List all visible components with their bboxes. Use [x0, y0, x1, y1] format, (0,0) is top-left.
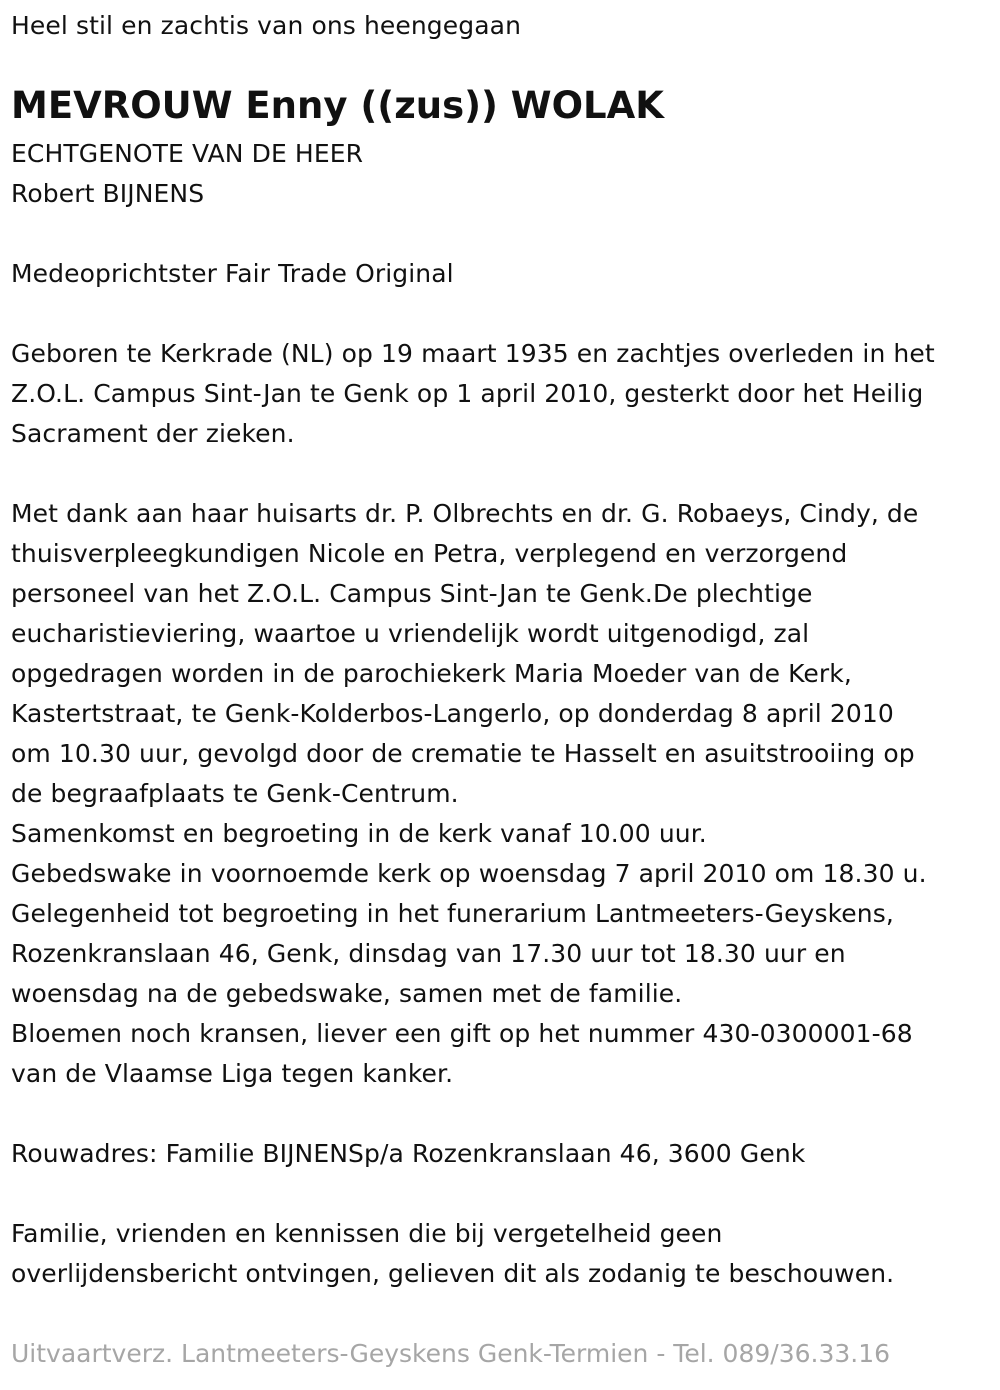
text-line: Sacrament der zieken. — [11, 419, 295, 448]
spouse-block — [11, 134, 363, 214]
address-block — [11, 1134, 805, 1174]
text-line: om 10.30 uur, gevolgd door de crematie te Hasselt en asuitstrooiing op — [11, 739, 915, 768]
details-block — [11, 494, 927, 1094]
text-line: Bloemen noch kransen, liever een gift op het nummer 430-0300001-68 — [11, 1019, 913, 1048]
text-line: Gebedswake in voornoemde kerk op woensdag 7 april 2010 om 18.30 u. — [11, 859, 927, 888]
role-line: Medeoprichtster Fair Trade Original — [11, 259, 454, 288]
text-line: thuisverpleegkundigen Nicole en Petra, verplegend en verzorgend — [11, 539, 848, 568]
text-line: personeel van het Z.O.L. Campus Sint-Jan te Genk.De plechtige — [11, 579, 813, 608]
role-block — [11, 254, 454, 294]
text-line: Z.O.L. Campus Sint-Jan te Genk op 1 april 2010, gesterkt door het Heilig — [11, 379, 924, 408]
text-line: eucharistieviering, waartoe u vriendelijk wordt uitgenodigd, zal — [11, 619, 810, 648]
text-line: van de Vlaamse Liga tegen kanker. — [11, 1059, 454, 1088]
text-line: Met dank aan haar huisarts dr. P. Olbrechts en dr. G. Robaeys, Cindy, de — [11, 499, 919, 528]
deceased-name: MEVROUW Enny ((zus)) WOLAK — [11, 84, 664, 127]
closing-block — [11, 1214, 894, 1294]
text-line: Kastertstraat, te Genk-Kolderbos-Langerlo, op donderdag 8 april 2010 — [11, 699, 894, 728]
funeral-home-footer: Uitvaartverz. Lantmeeters-Geyskens Genk-Termien - Tel. 089/36.33.16 — [11, 1339, 891, 1368]
text-line: de begraafplaats te Genk-Centrum. — [11, 779, 459, 808]
text-line: Samenkomst en begroeting in de kerk vanaf 10.00 uur. — [11, 819, 707, 848]
text-line: opgedragen worden in de parochiekerk Maria Moeder van de Kerk, — [11, 659, 852, 688]
opening-line: Heel stil en zachtis van ons heengegaan — [11, 11, 522, 40]
text-line: woensdag na de gebedswake, samen met de familie. — [11, 979, 683, 1008]
text-line: Gelegenheid tot begroeting in het funerarium Lantmeeters-Geyskens, — [11, 899, 894, 928]
mourning-address: Rouwadres: Familie BIJNENSp/a Rozenkranslaan 46, 3600 Genk — [11, 1139, 806, 1168]
spouse-line: ECHTGENOTE VAN DE HEER — [11, 139, 364, 168]
spouse-name: Robert BIJNENS — [11, 179, 205, 208]
text-line: Rozenkranslaan 46, Genk, dinsdag van 17.30 uur tot 18.30 uur en — [11, 939, 846, 968]
text-line: Familie, vrienden en kennissen die bij vergetelheid geen — [11, 1219, 723, 1248]
text-line: Geboren te Kerkrade (NL) op 19 maart 1935 en zachtjes overleden in het — [11, 339, 935, 368]
text-line: overlijdensbericht ontvingen, gelieven dit als zodanig te beschouwen. — [11, 1259, 895, 1288]
birth-block — [11, 334, 935, 454]
